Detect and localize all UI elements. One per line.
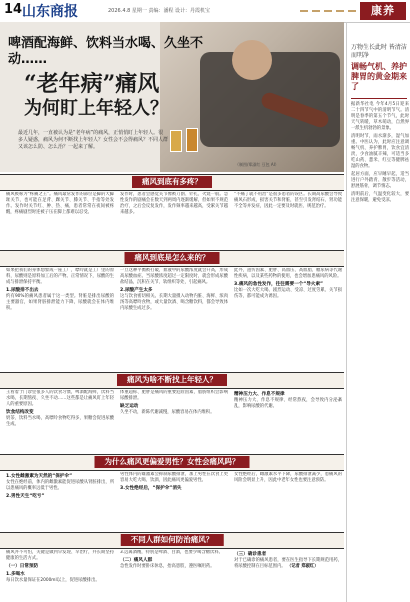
section-header-2 <box>0 250 344 267</box>
subheading: 2.男性天生“吃亏” <box>6 494 45 499</box>
hero-headline-1: “老年病”痛风 <box>24 71 160 97</box>
subheading: （二）痛风人群 <box>120 558 153 563</box>
subheading: 精神压力大、作息不规律 <box>234 392 285 397</box>
subheading: 3.痛风的急性发作，往往需要一个“导火索” <box>234 282 324 287</box>
hero-photo-person <box>232 40 272 80</box>
paragraph: 约有90%的痛风患者属于这一类型。肾脏是排出尿酸的主要器官，如果肾脏排泄能力下降，尿酸就会在体内堆积。 <box>6 294 114 311</box>
section-title: 痛风为啥不断找上年轻人？ <box>117 374 227 386</box>
sidebar-kicker: 万物生长此时 皆清洁而明净 <box>351 44 407 59</box>
paragraph: 痛风并不可怕，关键是做到早发现、早治疗，并长期坚持健康的生活方式。 <box>6 550 114 561</box>
article-column <box>6 472 114 528</box>
section-header-1 <box>0 174 344 191</box>
article-column: 痛风被称为“疼痛之王”。痛风最常发作的部位是脚的大脚趾关节，也可能在足背、踝关节、膝关节、手指等处发作。发作时关节红、肿、热、痛，患者常常在夜间被疼醒，疼痛剧烈时连被子压在脚上都难以忍受。 <box>6 192 114 215</box>
paper-name: 山东商报 <box>22 4 78 20</box>
paragraph: 3.远离酒精，特别是啤酒、白酒，也要少喝含糖饮料。 <box>120 550 223 555</box>
section-header-4 <box>0 454 344 471</box>
paragraph: 久坐不动，新陈代谢减慢，尿酸容易在体内堆积。 <box>120 410 215 415</box>
paragraph: 每日饮水量保证在2000ml以上，促进尿酸排出。 <box>6 578 100 583</box>
paragraph: 对于已确诊的痛风患者，要在医生指导下长期规范用药，将尿酸控制在目标范围内。 <box>234 558 342 569</box>
section-title: 为什么痛风更偏爱男性？女性会痛风吗？ <box>95 456 250 468</box>
subheading: （三）确诊患者 <box>234 552 267 557</box>
section-title: 痛风到底是怎么来的？ <box>125 252 220 264</box>
beer-glass-icon <box>186 128 198 152</box>
sidebar-body <box>351 102 409 206</box>
subheading: （一）日常预防 <box>6 564 39 569</box>
sidebar-paragraph: 清明时节，雨水渐多，湿气加重。中医认为，此时应注意调畅气机、养护脾胃，饮食宜清淡，少食油腻辛辣，可适当多吃山药、薏米、红豆等健脾祛湿的食物。 <box>351 134 409 169</box>
paragraph: 此外，遗传因素、肥胖、高血压、高血脂、糖尿病等代谢性疾病，以及某些药物的使用，也会增加患痛风的风险。 <box>234 268 342 279</box>
hero-kicker: 啤酒配海鲜、饮料当水喝、久坐不动…… <box>8 36 204 67</box>
paragraph: 一旦这种平衡被打破，血液中的尿酸浓度就会升高，形成高尿酸血症。当尿酸浓度超过一定限度时，就会形成尿酸盐结晶，沉积在关节、软组织等处，引起痛风。 <box>120 268 228 285</box>
paragraph: 体重超标、肥胖是痛风的重要危险因素，脂肪组织会影响尿酸排泄。 <box>120 390 228 401</box>
sidebar-divider <box>351 98 407 99</box>
header-decoration <box>300 4 356 18</box>
paragraph: 这与饮食密切相关。长期大量摄入动物内脏、海鲜、浓肉汤等高嘌呤食物，或大量饮酒、喝含糖饮料，都会导致体内尿酸生成过多。 <box>120 294 228 311</box>
subheading: 缺乏运动 <box>120 404 139 409</box>
subheading: 1.尿酸排不出去 <box>6 288 39 293</box>
sidebar-title: 调畅气机、养护脾胃的黄金期来了 <box>351 62 407 91</box>
hero-lead: 最近几年，一直被认为是“老年病”的痛风，正悄悄盯上年轻人。很多人疑惑，痛风为何不断找上年轻人？女性会不会得痛风？不同人群又该怎么防、怎么治？一起来了解。 <box>18 130 169 150</box>
article-column <box>120 472 228 528</box>
hero-banner <box>0 22 344 172</box>
article-column <box>234 390 342 450</box>
paragraph: 男性体内的雄激素会抑制尿酸排泄，加上男性在饮食上更容易大吃大喝、饮酒，因此痛风更偏爱男性。 <box>120 472 228 483</box>
hero-headline-2: 为何盯上年轻人？ <box>24 98 168 119</box>
subheading: 2.尿酸产生太多 <box>120 288 153 293</box>
section-title: 痛风到底有多疼？ <box>132 176 212 188</box>
page-header <box>0 0 410 23</box>
paragraph: 王看着于门诊里很多人的饮食习惯，啤酒配海鲜，饮料当水喝，长期熬夜、久坐不动……这些都是让痛风盯上年轻人的重要原因。 <box>6 390 114 407</box>
section-header-5 <box>0 532 344 549</box>
subheading: 3.女性绝经后，“保护伞”消失 <box>120 486 182 491</box>
article-column: 发作时，患者会感觉关节像被刀割、针扎、火烧一般。急性发作的剧痛会在数天到两周内逐渐缓解，但如果不规范治疗，之后会反复发作，发作频率越来越高，受累关节越来越多。 <box>120 192 228 215</box>
section-header-3 <box>0 372 344 389</box>
section-badge: 康养 <box>360 2 406 20</box>
subheading: 饮食结构改变 <box>6 410 34 415</box>
article-column: 女性绝经后，雌激素水平下降，尿酸排泄减少，患痛风的风险会明显上升，因此中老年女性也要注意预防。 <box>234 472 342 483</box>
paragraph: 奶茶、饮料当水喝，高嘌呤食物吃得多，果糖会促进尿酸生成。 <box>6 416 114 427</box>
photo-credit: （制图/郑淑红 豆包 AI） <box>235 162 279 167</box>
article-column <box>120 268 228 368</box>
issue-meta: 2026.4.8 星期一 责编：潘程 设计：丹霞机宝 <box>108 8 211 14</box>
byline: （记者 郑淑红） <box>286 564 319 569</box>
article-column <box>234 550 342 600</box>
paragraph: 精神压力大、作息不规律、经常熬夜，会导致内分泌紊乱，影响尿酸的代谢。 <box>234 398 342 409</box>
article-column <box>234 268 342 368</box>
section-title: 不同人群如何防治痛风？ <box>121 534 224 546</box>
article-column <box>6 550 114 600</box>
sidebar-paragraph: 据新华社电 今年4月5日迎来二十四节气中的清明节气。清明是春季的第五个节气，此时天气转暖，草木萌动，自然界一派生机勃勃的景象。 <box>351 102 409 131</box>
article-column <box>6 268 114 368</box>
paragraph: 如果把我们的身体想象成一座工厂，嘌呤就是工厂里的原料，尿酸则是原料加工后的产物。正常情况下，尿酸的生成与排泄保持平衡。 <box>6 268 114 285</box>
subheading: 1.多喝水 <box>6 572 25 577</box>
subheading: 1.女性雌激素为天然的“保护伞” <box>6 474 73 479</box>
sidebar-article <box>346 22 410 602</box>
page-number: 14 <box>4 2 23 17</box>
article-column <box>6 390 114 450</box>
article-column <box>120 390 228 450</box>
sidebar-paragraph: 清明前后，气温变化较大，要注意保暖，避免受凉。 <box>351 192 409 203</box>
sidebar-paragraph: 起居方面，应早睡早起，适当进行户外踏青、散步等活动，舒展筋骨，调节情志。 <box>351 172 409 189</box>
paragraph: 女性在绝经前，体内的雌激素能促进尿酸从肾脏排出，所以患痛风的概率远低于男性。 <box>6 480 114 491</box>
beer-glass-icon <box>170 130 182 152</box>
article-column <box>120 550 228 600</box>
paragraph: 比如一次大吃大喝、剧烈运动、受凉、过度劳累、关节损伤等，都可能成为诱因。 <box>234 288 342 299</box>
article-column: “不痛了就不用治”是很多患者的误区。长期高尿酸会导致痛风石形成，损害关节和肾脏，甚至引发肾结石、肾功能不全等并发症，因此一定要及时就医、规范治疗。 <box>234 192 342 209</box>
paragraph: 急性发作时要卧床休息，抬高患肢，遵医嘱用药。 <box>120 564 215 569</box>
